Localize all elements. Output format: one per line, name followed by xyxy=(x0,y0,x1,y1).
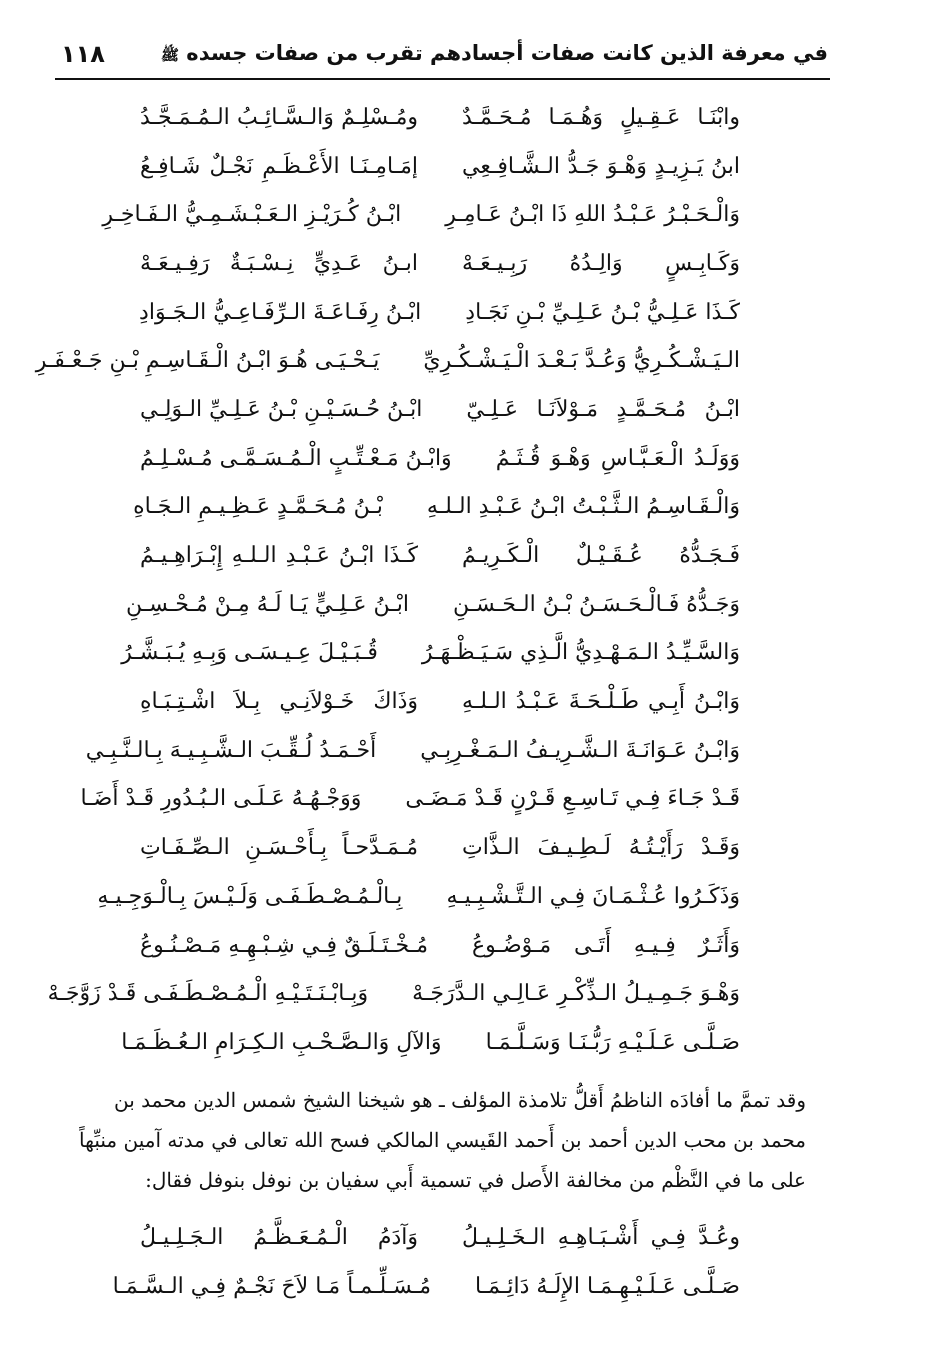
first-hemistich: ابنُ يَـزِيـدٍ وَهْـوَ جَـدُّ الـشَّـافِـعِي xyxy=(462,153,740,179)
second-hemistich: مُـسَـلِّـمـاً مَـا لاَحَ نَجْـمٌ فِـي الـسَّـمَـا xyxy=(112,1273,432,1299)
verse-row xyxy=(97,872,740,921)
first-hemistich: وَوَلَـدُ الْـعَـبَّـاسِ وَهْـوَ قُـثَـمُ xyxy=(495,445,740,471)
prose-line: على ما في النَّظْم من مخالفة الأَصل في تسمية أَبي سفيان بن نوفل بنوفل فقال: xyxy=(145,1168,806,1192)
second-hemistich: وَوَجْـهُـهُ عَـلَـى الـبُـدُورِ قَـدْ أَضَـا xyxy=(80,786,362,812)
first-hemistich: وَابْـنُ عَـوَانَـةَ الـشَّـرِيـفُ الـمَـغْـرِبِـي xyxy=(420,737,740,763)
verse-row xyxy=(140,239,740,288)
second-hemistich: مُـمَـدَّحـاً بِـأَحْـسَـنِ الـصِّـفَـاتِ xyxy=(140,835,418,861)
prose-paragraph xyxy=(79,1080,806,1200)
verse-row xyxy=(140,677,740,726)
first-hemistich: وَالْـقَـاسِـمُ الـثَّـبْـتُ ابْـنُ عَـبْـدِ الـلـهِ xyxy=(426,494,740,520)
first-hemistich: وَابْـنُ أَبِـي طَـلْـحَـةَ عَـبْـدُ الـلـهِ xyxy=(462,689,740,715)
second-hemistich: يَـحْـيَـى هُـوَ ابْـنُ الْـقَـاسِـمِ بْـنِ جَـعْـفَـرِ xyxy=(35,348,380,374)
first-hemistich: وابْنَـا عَـقِـيلٍ وَهُـمَـا مُـحَـمَّـدٌ xyxy=(462,104,740,130)
first-hemistich: وَالسَّـيِّـدُ الـمَـهْـدِيُّ الَّـذِي سَـيَـظْـهَـرُ xyxy=(421,640,740,666)
first-hemistich: وَأَثَـرٌ فِـيـهِ أَتَـى مَـوْضُـوعُ xyxy=(472,932,740,958)
verse-row xyxy=(133,483,740,532)
verse-row xyxy=(140,823,740,872)
second-hemistich: بْـنُ مُـحَـمَّـدٍ عَـظِـيـمِ الـجَـاهِ xyxy=(133,494,383,520)
second-hemistich: مُـخْـتَـلَـقٌ فِـي شِـبْـهِـهِ مَـصْـنُـوعُ xyxy=(140,932,428,958)
verse-row xyxy=(140,385,740,434)
first-hemistich: صَـلَّـى عَـلَـيْـهِـمَـا الإِلَـهُ دَائِـمَـا xyxy=(475,1273,740,1299)
second-hemistich: وَآدَمُ الْـمُـعَـظَّـمُ الـجَـلِـيـلُ xyxy=(140,1224,418,1250)
second-hemistich: ابْـنُ كُـرَيْـزِ الـعَـبْـشَـمِـيُّ الـفَـاخِـرِ xyxy=(102,202,402,228)
second-hemistich: وَابْـنُ مَـعْـتِّـبٍ الْـمُـسَـمَّـى مُـسْـلِـمُ xyxy=(140,445,452,471)
first-hemistich: وَجَـدُّهُ فَـالْـحَـسَـنُ بْـنُ الـحَـسَـنِ xyxy=(452,591,740,617)
second-hemistich: وَذَاكَ خَـوْلاَنِـي بِـلاَ اشْـتِـبَـاهِ xyxy=(140,689,418,715)
first-hemistich: وعُـدَّ فِـي أَشْـبَـاهِـهِ الـخَـلِـيـلُ xyxy=(462,1224,740,1250)
second-hemistich: وَالآلِ وَالـصَّـحْـبِ الـكِـرَامِ الـعُـظَـمَـا xyxy=(121,1029,442,1055)
poem-verses xyxy=(35,93,740,1067)
first-hemistich: الـيَـشْـكُـرِيُّ وَعُـدَّ بَـعْـدَ الْـيَـشْـكُـرِيِّ xyxy=(423,348,740,374)
second-hemistich: إمَـامِـنَـا الأَعْـظَـمِ نَجْـلٌ شَـافِـعُ xyxy=(140,153,418,179)
verse-row xyxy=(140,1213,740,1262)
first-hemistich: صَـلَّـى عَـلَـيْـهِ رَبُّـنَـا وَسَـلَّـمَـا xyxy=(485,1029,740,1055)
running-title xyxy=(157,41,830,68)
closing-verses xyxy=(112,1213,740,1310)
page-number: ١١٨ xyxy=(61,40,105,68)
verse-row xyxy=(35,336,740,385)
verse-row xyxy=(85,726,740,775)
verse-row xyxy=(121,629,740,678)
first-hemistich: قَـدْ جَـاءَ فِـي تَـاسِـعِ قَـرْنٍ قَـدْ مَـضَـى xyxy=(405,786,740,812)
verse-row xyxy=(140,93,740,142)
first-hemistich: وَهْـوَ جَـمِـيـلُ الـذِّكْـرِ عَـالِـي الـدَّرَجَـهْ xyxy=(412,981,740,1007)
running-title-text: في معرفة الذين كانت صفات أجسادهم تقرب من صفات جسده xyxy=(186,40,828,65)
first-hemistich: وَقَـدْ رَأَيْـتُـهُ لَـطِـيـفَ الـذَّاتِ xyxy=(462,835,740,861)
verse-row xyxy=(102,190,740,239)
verse-row xyxy=(80,775,740,824)
second-hemistich: قُـبَـيْـلَ عِـيـسَـى وَبِـهِ يُـبَـشَّـرُ xyxy=(121,640,378,666)
second-hemistich: وَبِـابْـنَـتَـيْـهِ الْـمُـصْـطَـفَـى قَـدْ زَوَّجَـهْ xyxy=(47,981,369,1007)
verse-row xyxy=(126,580,740,629)
second-hemistich: أَحْـمَـدُ لُـقِّـبَ الـشَّـبِـيـهَ بِـالـنَّـبِـي xyxy=(85,737,377,763)
second-hemistich: كَـذَا ابْـنُ عَـبْـدِ الـلـهِ إِبْـرَاهِـيـمُ xyxy=(140,543,418,569)
first-hemistich: فَـجَـدُّهُ عُـقَـيْـلٌ الْـكَـرِيـمُ xyxy=(462,543,740,569)
first-hemistich: ابْـنُ مُـحَـمَّـدٍ مَـوْلاَنَـا عَـلِـيّ xyxy=(466,396,740,422)
first-hemistich: وَكَـابِـسٍ وَالِـدُهُ رَبِـيـعَـهْ xyxy=(462,250,740,276)
verse-row xyxy=(140,531,740,580)
verse-row xyxy=(140,434,740,483)
verse-row xyxy=(140,142,740,191)
second-hemistich: ابْـنُ رِفَـاعَـةَ الـرِّفَـاعِـيُّ الـجَـوَادِ xyxy=(139,299,422,325)
second-hemistich: بِـالْـمُـصْـطَـفَـى وَلَـيْـسَ بِـالْـوَجِـيـهِ xyxy=(97,883,403,909)
verse-row xyxy=(121,1018,740,1067)
page-header xyxy=(55,30,830,80)
first-hemistich: كَـذَا عَـلِـيُّ بْـنُ عَـلِـيِّ بْـنِ نَجَـادِ xyxy=(465,299,740,325)
prose-line: وقد تممَّ ما أفادَه الناظمُ أَقلُّ تلامذة المؤلف ـ هو شيخنا الشيخ شمس الدين محمد بن xyxy=(114,1088,806,1112)
first-hemistich: وَذَكَـرُوا عُـثْـمَـانَ فِـي الـتَّـشْـبِـيـهِ xyxy=(446,883,740,909)
second-hemistich: ومُـسْلِـمٌ وَالـسَّـائِـبُ الـمُـمَـجَّـدُ xyxy=(140,104,418,130)
second-hemistich: ابْـنُ عَـلِـيٍّ يَـا لَـهُ مِـنْ مُـحْـسِـنِ xyxy=(126,591,409,617)
verse-row xyxy=(112,1262,740,1311)
second-hemistich: ابْـنُ حُـسَـيْـنِ بْـنُ عَـلِـيِّ الـوَلِـي xyxy=(140,396,423,422)
prose-line: محمد بن محب الدين أحمد بن أَحمد القَيسي المالكي فسح الله تعالى في مدته آمين منبِّهاً xyxy=(79,1128,806,1152)
honorific-glyph: ﷺ xyxy=(160,45,179,64)
second-hemistich: ابـنُ عَـدِيٍّ نِـسْـبَـةٌ رَفِـيـعَـهْ xyxy=(140,250,418,276)
verse-row xyxy=(140,921,740,970)
first-hemistich: وَالْـحَـبْـرُ عَـبْـدُ اللهِ ذَا ابْـنُ عَـامِـرِ xyxy=(445,202,740,228)
verse-row xyxy=(140,288,740,337)
verse-row xyxy=(47,969,740,1018)
